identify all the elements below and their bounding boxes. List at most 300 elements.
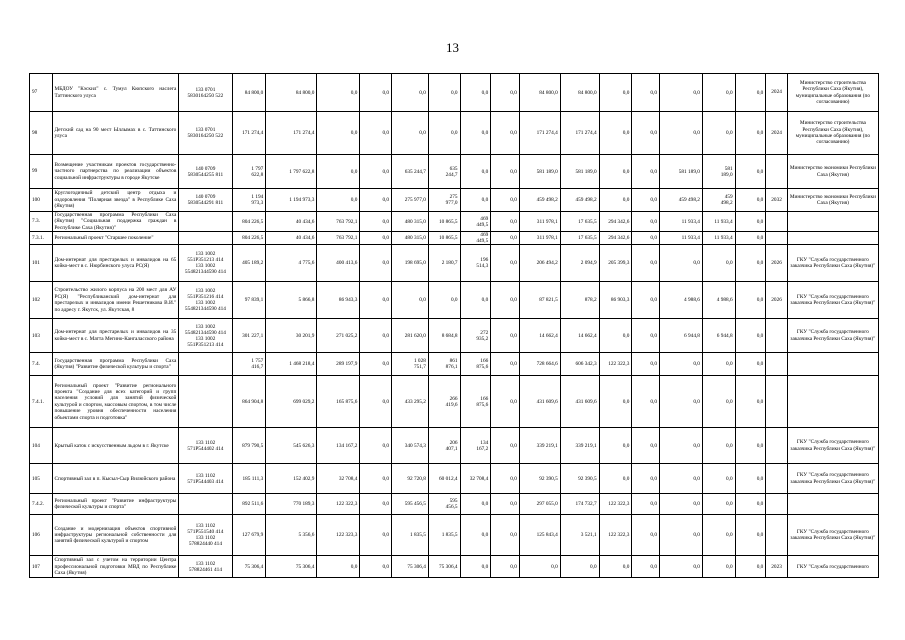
amount-cell: 0,0 — [702, 376, 735, 428]
amount-cell: 763 792,1 — [317, 232, 360, 245]
amount-cell: 275 977,0 — [428, 189, 460, 212]
amount-cell: 861 876,1 — [428, 353, 460, 376]
object-name-cell: Государственная программа Республики Саха (Якутия) "Социальная поддержка граждан в Республике Саха (Якутия)" — [52, 212, 179, 232]
table-row — [30, 353, 879, 376]
amount-cell: 171 274,4 — [560, 112, 599, 155]
amount-cell: 0,0 — [702, 464, 735, 494]
amount-cell: 0,0 — [632, 376, 660, 428]
budget-code-cell: 133 1102 578824461 414 — [179, 556, 232, 578]
amount-cell: 311 978,1 — [519, 232, 560, 245]
object-name-cell: Крытый каток с искусственным льдом в г. Якутске — [52, 428, 179, 464]
amount-cell: 431 609,6 — [519, 376, 560, 428]
amount-cell: 165 875,6 — [317, 376, 360, 428]
amount-cell: 0,0 — [702, 556, 735, 578]
amount-cell: 0,0 — [735, 74, 766, 112]
amount-cell: 266 419,6 — [428, 376, 460, 428]
amount-cell: 545 626,3 — [266, 428, 317, 464]
amount-cell: 0,0 — [702, 112, 735, 155]
table-row — [30, 494, 879, 515]
amount-cell: 30 201,9 — [266, 319, 317, 353]
amount-cell: 0,0 — [632, 282, 660, 319]
row-number-cell: 97 — [30, 74, 53, 112]
object-name-cell: Возмещение участникам проектов государственно-частного партнерства по реализации объектов социальной инфраструктуры в городе Якутске — [52, 155, 179, 189]
amount-cell: 1 194 973,3 — [232, 189, 266, 212]
amount-cell: 32 708,4 — [460, 464, 491, 494]
amount-cell: 0,0 — [599, 464, 632, 494]
table-row — [30, 155, 879, 189]
amount-cell: 0,0 — [702, 245, 735, 282]
amount-cell: 166 875,6 — [460, 353, 491, 376]
amount-cell: 0,0 — [491, 189, 520, 212]
amount-cell: 0,0 — [491, 155, 520, 189]
amount-cell: 0,0 — [659, 74, 702, 112]
amount-cell: 4 775,6 — [266, 245, 317, 282]
table-row — [30, 232, 879, 245]
amount-cell: 0,0 — [599, 556, 632, 578]
amount-cell: 0,0 — [632, 155, 660, 189]
amount-cell: 0,0 — [460, 189, 491, 212]
amount-cell: 92 720,8 — [392, 464, 429, 494]
amount-cell: 171 274,4 — [232, 112, 266, 155]
amount-cell: 0,0 — [735, 319, 766, 353]
amount-cell: 0,0 — [491, 232, 520, 245]
amount-cell: 595 456,5 — [392, 494, 429, 515]
year-cell — [766, 494, 787, 515]
amount-cell: 0,0 — [632, 189, 660, 212]
amount-cell: 0,0 — [360, 353, 392, 376]
amount-cell: 581 189,0 — [519, 155, 560, 189]
amount-cell: 0,0 — [360, 494, 392, 515]
amount-cell: 0,0 — [702, 515, 735, 556]
amount-cell: 0,0 — [632, 494, 660, 515]
amount-cell: 0,0 — [702, 494, 735, 515]
budget-code-cell — [179, 494, 232, 515]
amount-cell: 17 635,5 — [560, 212, 599, 232]
amount-cell: 0,0 — [735, 428, 766, 464]
amount-cell: 122 323,3 — [317, 515, 360, 556]
amount-cell: 0,0 — [491, 212, 520, 232]
amount-cell: 770 189,3 — [266, 494, 317, 515]
amount-cell: 206 407,1 — [428, 428, 460, 464]
budget-code-cell — [179, 212, 232, 232]
budget-code-cell: 133 1102 571P544403 414 — [179, 464, 232, 494]
year-cell — [766, 155, 787, 189]
amount-cell: 0,0 — [428, 74, 460, 112]
amount-cell: 122 322,3 — [599, 494, 632, 515]
executor-cell: ГКУ "Служба государственного заказчика Республики Саха (Якутия)" — [787, 319, 878, 353]
amount-cell: 125 843,4 — [519, 515, 560, 556]
row-number-cell: 7.4.2. — [30, 494, 53, 515]
amount-cell: 297 055,0 — [519, 494, 560, 515]
executor-cell — [787, 212, 878, 232]
amount-cell: 0,0 — [659, 376, 702, 428]
object-name-cell: Региональный проект "Развитие регионального проекта "Создание для всех категорий и групп населения условий для занятий физической культурой и спортом, массовым спортом, в том числе повышение уровня обеспеченности населения объектами спорта и подготовка" — [52, 376, 179, 428]
amount-cell: 0,0 — [735, 155, 766, 189]
table-row — [30, 74, 879, 112]
row-number-cell: 101 — [30, 245, 53, 282]
amount-cell: 171 274,4 — [519, 112, 560, 155]
amount-cell: 0,0 — [317, 189, 360, 212]
row-number-cell: 7.4.1. — [30, 376, 53, 428]
year-cell: 2026 — [766, 245, 787, 282]
amount-cell: 14 662,4 — [519, 319, 560, 353]
amount-cell: 301 227,1 — [232, 319, 266, 353]
amount-cell: 11 933,4 — [659, 232, 702, 245]
amount-cell: 0,0 — [360, 515, 392, 556]
amount-cell: 0,0 — [392, 282, 429, 319]
executor-cell — [787, 232, 878, 245]
amount-cell: 0,0 — [599, 376, 632, 428]
amount-cell: 480 315,0 — [392, 212, 429, 232]
budget-code-cell: 140 0709 5830544291 811 — [179, 189, 232, 212]
amount-cell: 0,0 — [428, 282, 460, 319]
amount-cell: 0,0 — [702, 428, 735, 464]
amount-cell: 75 306,4 — [232, 556, 266, 578]
amount-cell: 0,0 — [491, 515, 520, 556]
object-name-cell: Региональный проект "Развитие инфраструктуры физической культуры и спорта" — [52, 494, 179, 515]
amount-cell: 0,0 — [735, 376, 766, 428]
amount-cell: 75 306,4 — [266, 556, 317, 578]
executor-cell: Министерство строительства Республики Саха (Якутия), муниципальные образования (по согласованию) — [787, 112, 878, 155]
amount-cell: 480 315,0 — [392, 232, 429, 245]
amount-cell: 879 790,5 — [232, 428, 266, 464]
amount-cell: 0,0 — [632, 428, 660, 464]
amount-cell: 0,0 — [632, 353, 660, 376]
object-name-cell: Детский сад на 90 мест Ыллымах в с. Таттинского улуса — [52, 112, 179, 155]
object-name-cell: Круглогодичный детский центр отдыха и оздоровления "Полярная звезда" в Республике Саха (Якутия) — [52, 189, 179, 212]
amount-cell: 0,0 — [735, 556, 766, 578]
amount-cell: 92 390,5 — [560, 464, 599, 494]
amount-cell: 32 708,4 — [317, 464, 360, 494]
amount-cell: 40 434,6 — [266, 212, 317, 232]
table-row — [30, 515, 879, 556]
row-number-cell: 98 — [30, 112, 53, 155]
amount-cell: 1 194 973,3 — [266, 189, 317, 212]
amount-cell: 459 498,2 — [702, 189, 735, 212]
amount-cell: 0,0 — [360, 212, 392, 232]
row-number-cell: 106 — [30, 515, 53, 556]
executor-cell — [787, 376, 878, 428]
amount-cell: 2 180,7 — [428, 245, 460, 282]
amount-cell: 4 988,6 — [659, 282, 702, 319]
amount-cell: 10 865,5 — [428, 212, 460, 232]
amount-cell: 635 244,7 — [428, 155, 460, 189]
executor-cell: ГКУ "Служба государственного заказчика Республики Саха (Якутия)" — [787, 428, 878, 464]
amount-cell: 0,0 — [360, 112, 392, 155]
amount-cell: 206 494,2 — [519, 245, 560, 282]
amount-cell: 8 684,8 — [428, 319, 460, 353]
amount-cell: 0,0 — [632, 556, 660, 578]
amount-cell: 339 219,1 — [560, 428, 599, 464]
executor-cell: ГКУ "Служба государственного заказчика Республики Саха (Якутия)" — [787, 282, 878, 319]
amount-cell: 0,0 — [491, 494, 520, 515]
amount-cell: 763 792,1 — [317, 212, 360, 232]
amount-cell: 294 342,6 — [599, 232, 632, 245]
amount-cell: 0,0 — [360, 155, 392, 189]
amount-cell: 86 903,3 — [599, 282, 632, 319]
row-number-cell: 104 — [30, 428, 53, 464]
amount-cell: 311 978,1 — [519, 212, 560, 232]
amount-cell: 0,0 — [491, 353, 520, 376]
amount-cell: 595 456,5 — [428, 494, 460, 515]
amount-cell: 127 679,9 — [232, 515, 266, 556]
row-number-cell: 102 — [30, 282, 53, 319]
budget-table — [29, 73, 879, 578]
amount-cell: 459 498,2 — [560, 189, 599, 212]
executor-cell: ГКУ "Служба государственного заказчика Республики Саха (Якутия)" — [787, 464, 878, 494]
amount-cell: 431 609,6 — [560, 376, 599, 428]
amount-cell: 0,0 — [632, 515, 660, 556]
year-cell — [766, 376, 787, 428]
budget-code-cell — [179, 232, 232, 245]
amount-cell: 0,0 — [735, 189, 766, 212]
amount-cell: 196 514,3 — [460, 245, 491, 282]
object-name-cell: Создание и модернизация объектов спортивной инфраструктуры региональной собственности для занятий физической культурой и спортом — [52, 515, 179, 556]
amount-cell: 469 449,5 — [460, 232, 491, 245]
amount-cell: 339 219,1 — [519, 428, 560, 464]
amount-cell: 878,2 — [560, 282, 599, 319]
year-cell — [766, 464, 787, 494]
amount-cell: 272 935,2 — [460, 319, 491, 353]
amount-cell: 0,0 — [659, 464, 702, 494]
amount-cell: 0,0 — [491, 245, 520, 282]
amount-cell: 0,0 — [360, 428, 392, 464]
amount-cell: 433 295,2 — [392, 376, 429, 428]
amount-cell: 0,0 — [632, 212, 660, 232]
amount-cell: 0,0 — [360, 464, 392, 494]
budget-code-cell: 133 1102 571P544402 414 — [179, 428, 232, 464]
amount-cell: 0,0 — [491, 112, 520, 155]
object-name-cell: Спортивный зал с учетом на территории Центра профессиональной подготовки МВД по Республике Саха (Якутия) — [52, 556, 179, 578]
amount-cell: 0,0 — [392, 112, 429, 155]
amount-cell: 275 977,0 — [392, 189, 429, 212]
object-name-cell: Дом-интернат для престарелых и инвалидов на 65 койко-мест в с. Нюрбинского улуса РС(Я) — [52, 245, 179, 282]
amount-cell: 0,0 — [460, 515, 491, 556]
amount-cell: 0,0 — [360, 245, 392, 282]
amount-cell: 0,0 — [491, 428, 520, 464]
amount-cell: 0,0 — [460, 282, 491, 319]
amount-cell: 804 226,5 — [232, 212, 266, 232]
executor-cell — [787, 494, 878, 515]
table-row — [30, 428, 879, 464]
executor-cell — [787, 353, 878, 376]
object-name-cell: Дом-интернат для престарелых и инвалидов на 35 койко-мест в с. Матта Мегино-Кангаласского района — [52, 319, 179, 353]
amount-cell: 0,0 — [491, 319, 520, 353]
row-number-cell: 7.3.1. — [30, 232, 53, 245]
row-number-cell: 7.4. — [30, 353, 53, 376]
amount-cell: 0,0 — [659, 556, 702, 578]
object-name-cell: Государственная программа Республики Саха (Якутия) "Развитие физической культуры и спорта" — [52, 353, 179, 376]
amount-cell: 281 620,0 — [392, 319, 429, 353]
amount-cell: 0,0 — [317, 155, 360, 189]
amount-cell: 0,0 — [360, 282, 392, 319]
amount-cell: 166 875,6 — [460, 376, 491, 428]
amount-cell: 0,0 — [460, 112, 491, 155]
amount-cell: 2 094,9 — [560, 245, 599, 282]
amount-cell: 289 197,9 — [317, 353, 360, 376]
amount-cell: 459 498,2 — [659, 189, 702, 212]
amount-cell: 0,0 — [360, 74, 392, 112]
executor-cell: ГКУ "Служба государственного заказчика Республики Саха (Якутия)" — [787, 245, 878, 282]
executor-cell: ГКУ "Служба государственного заказчика Республики Саха (Якутия)" — [787, 515, 878, 556]
amount-cell: 10 865,5 — [428, 232, 460, 245]
amount-cell: 0,0 — [360, 232, 392, 245]
budget-code-cell: 133 1002 551P351213 414 133 1002 554821344590 414 — [179, 245, 232, 282]
amount-cell: 804 226,5 — [232, 232, 266, 245]
amount-cell: 0,0 — [460, 494, 491, 515]
amount-cell: 0,0 — [659, 245, 702, 282]
amount-cell: 3 521,1 — [560, 515, 599, 556]
amount-cell: 1 028 751,7 — [392, 353, 429, 376]
amount-cell: 0,0 — [317, 112, 360, 155]
amount-cell: 17 635,5 — [560, 232, 599, 245]
amount-cell: 1 468 218,4 — [266, 353, 317, 376]
row-number-cell: 7.3. — [30, 212, 53, 232]
budget-code-cell: 133 1102 571P551540 414 133 1102 578824440 414 — [179, 515, 232, 556]
amount-cell: 340 574,3 — [392, 428, 429, 464]
amount-cell: 0,0 — [735, 282, 766, 319]
amount-cell: 0,0 — [735, 232, 766, 245]
amount-cell: 0,0 — [360, 376, 392, 428]
amount-cell: 728 664,6 — [519, 353, 560, 376]
amount-cell: 271 025,2 — [317, 319, 360, 353]
amount-cell: 581 189,0 — [659, 155, 702, 189]
year-cell: 2026 — [766, 282, 787, 319]
year-cell — [766, 212, 787, 232]
amount-cell: 40 434,6 — [266, 232, 317, 245]
amount-cell: 84 800,0 — [266, 74, 317, 112]
amount-cell: 0,0 — [392, 74, 429, 112]
amount-cell: 0,0 — [735, 353, 766, 376]
amount-cell: 5 356,6 — [266, 515, 317, 556]
amount-cell: 606 342,3 — [560, 353, 599, 376]
amount-cell: 0,0 — [360, 189, 392, 212]
amount-cell: 581 189,0 — [560, 155, 599, 189]
amount-cell: 6 944,8 — [702, 319, 735, 353]
amount-cell: 1 757 416,7 — [232, 353, 266, 376]
amount-cell: 294 342,6 — [599, 212, 632, 232]
amount-cell: 0,0 — [735, 494, 766, 515]
amount-cell: 0,0 — [632, 74, 660, 112]
table-row — [30, 212, 879, 232]
amount-cell: 0,0 — [659, 112, 702, 155]
amount-cell: 60 012,4 — [428, 464, 460, 494]
year-cell — [766, 428, 787, 464]
budget-code-cell: 133 0701 5830164250 522 — [179, 74, 232, 112]
object-name-cell: Спортивный зал в п. Кысыл-Сыр Вилюйского района — [52, 464, 179, 494]
amount-cell: 4 988,6 — [702, 282, 735, 319]
amount-cell: 185 111,3 — [232, 464, 266, 494]
object-name-cell: Региональный проект "Старшее поколение" — [52, 232, 179, 245]
year-cell: 2023 — [766, 556, 787, 578]
amount-cell: 5 866,8 — [266, 282, 317, 319]
amount-cell: 75 306,4 — [392, 556, 429, 578]
amount-cell: 0,0 — [560, 556, 599, 578]
amount-cell: 0,0 — [360, 556, 392, 578]
amount-cell: 0,0 — [491, 376, 520, 428]
row-number-cell: 100 — [30, 189, 53, 212]
row-number-cell: 107 — [30, 556, 53, 578]
executor-cell: Министерство строительства Республики Саха (Якутия), муниципальные образования (по согласованию) — [787, 74, 878, 112]
amount-cell: 11 933,4 — [659, 212, 702, 232]
amount-cell: 0,0 — [599, 112, 632, 155]
amount-cell: 75 306,4 — [428, 556, 460, 578]
year-cell — [766, 232, 787, 245]
page-number: 13 — [446, 40, 459, 55]
amount-cell: 11 933,4 — [702, 232, 735, 245]
amount-cell: 892 511,6 — [232, 494, 266, 515]
amount-cell: 1 797 622,8 — [232, 155, 266, 189]
amount-cell: 0,0 — [659, 353, 702, 376]
row-number-cell: 105 — [30, 464, 53, 494]
executor-cell: ГКУ "Служба государственного — [787, 556, 878, 578]
amount-cell: 152 402,9 — [266, 464, 317, 494]
amount-cell: 0,0 — [519, 556, 560, 578]
amount-cell: 87 821,5 — [519, 282, 560, 319]
amount-cell: 0,0 — [599, 189, 632, 212]
amount-cell: 1 797 622,8 — [266, 155, 317, 189]
amount-cell: 0,0 — [599, 155, 632, 189]
amount-cell: 0,0 — [460, 74, 491, 112]
amount-cell: 0,0 — [460, 556, 491, 578]
amount-cell: 86 943,3 — [317, 282, 360, 319]
amount-cell: 699 029,2 — [266, 376, 317, 428]
amount-cell: 198 695,0 — [392, 245, 429, 282]
amount-cell: 0,0 — [599, 319, 632, 353]
amount-cell: 581 189,0 — [702, 155, 735, 189]
amount-cell: 1 835,5 — [428, 515, 460, 556]
amount-cell: 0,0 — [460, 155, 491, 189]
amount-cell: 0,0 — [360, 319, 392, 353]
budget-code-cell: 133 0701 5830164250 522 — [179, 112, 232, 155]
year-cell: 2024 — [766, 112, 787, 155]
table-row — [30, 556, 879, 578]
amount-cell: 0,0 — [632, 245, 660, 282]
table-row — [30, 282, 879, 319]
amount-cell: 6 944,8 — [659, 319, 702, 353]
amount-cell: 0,0 — [659, 515, 702, 556]
amount-cell: 205 399,3 — [599, 245, 632, 282]
amount-cell: 405 189,2 — [232, 245, 266, 282]
amount-cell: 0,0 — [491, 556, 520, 578]
amount-cell: 0,0 — [491, 464, 520, 494]
table-row — [30, 464, 879, 494]
amount-cell: 0,0 — [632, 232, 660, 245]
table-row — [30, 376, 879, 428]
budget-code-cell — [179, 376, 232, 428]
amount-cell: 0,0 — [632, 319, 660, 353]
row-number-cell: 99 — [30, 155, 53, 189]
amount-cell: 0,0 — [735, 245, 766, 282]
year-cell — [766, 319, 787, 353]
amount-cell: 0,0 — [632, 464, 660, 494]
amount-cell: 0,0 — [599, 428, 632, 464]
amount-cell: 97 839,1 — [232, 282, 266, 319]
amount-cell: 635 244,7 — [392, 155, 429, 189]
amount-cell: 0,0 — [599, 74, 632, 112]
amount-cell: 84 800,0 — [560, 74, 599, 112]
amount-cell: 459 498,2 — [519, 189, 560, 212]
amount-cell: 1 835,5 — [392, 515, 429, 556]
amount-cell: 0,0 — [491, 282, 520, 319]
amount-cell: 174 732,7 — [560, 494, 599, 515]
budget-code-cell: 140 0709 5830544255 811 — [179, 155, 232, 189]
amount-cell: 0,0 — [702, 74, 735, 112]
amount-cell: 864 904,8 — [232, 376, 266, 428]
amount-cell: 0,0 — [659, 428, 702, 464]
amount-cell: 400 413,6 — [317, 245, 360, 282]
amount-cell: 0,0 — [735, 515, 766, 556]
